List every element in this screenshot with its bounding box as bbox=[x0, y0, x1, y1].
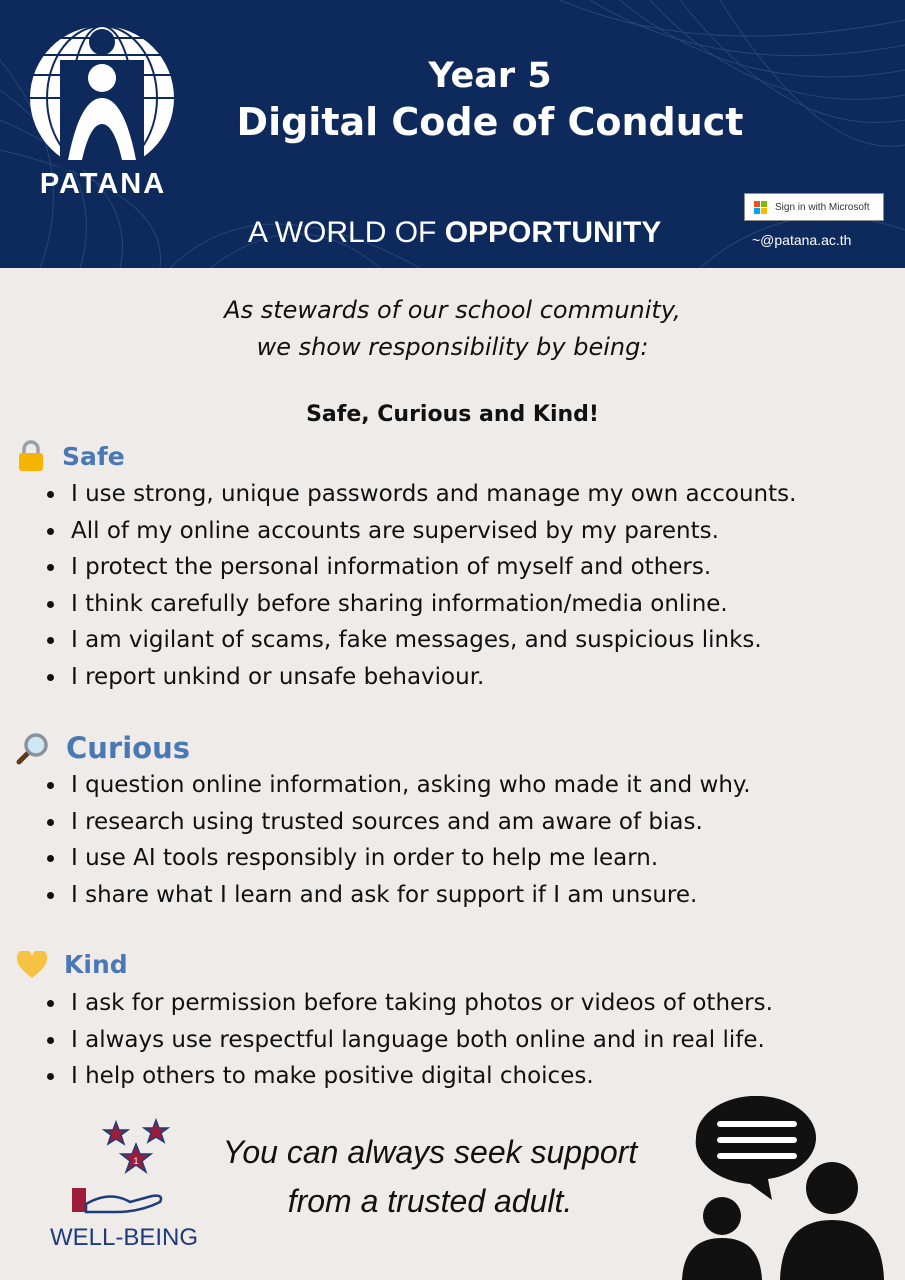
section-kind-header bbox=[16, 950, 128, 979]
support-message bbox=[190, 1128, 670, 1226]
tagline-prefix: A WORLD OF bbox=[248, 216, 445, 249]
section-title-safe: Safe bbox=[62, 441, 125, 471]
microsoft-logo-icon bbox=[754, 201, 767, 214]
kind-list bbox=[44, 985, 773, 1095]
list-item: I research using trusted sources and am aware of bias. bbox=[44, 804, 751, 841]
curious-list bbox=[44, 767, 751, 913]
support-line-1: You can always seek support bbox=[222, 1134, 638, 1170]
intro-line-2: we show responsibility by being: bbox=[256, 333, 649, 361]
support-line-2: from a trusted adult. bbox=[287, 1183, 573, 1219]
wellbeing-label: WELL-BEING bbox=[49, 1224, 199, 1251]
list-item: I use strong, unique passwords and manage my own accounts. bbox=[44, 476, 796, 513]
list-item: I help others to make positive digital choices. bbox=[44, 1058, 773, 1095]
intro-line-1: As stewards of our school community, bbox=[224, 296, 681, 324]
header-banner bbox=[0, 0, 905, 268]
logo-wordmark: PATANA bbox=[39, 168, 167, 200]
open-hand-icon bbox=[86, 1196, 161, 1212]
list-item: I use AI tools responsibly in order to help me learn. bbox=[44, 840, 751, 877]
wellbeing-cuff bbox=[72, 1188, 86, 1212]
lock-icon bbox=[16, 440, 46, 472]
list-item: I report unkind or unsafe behaviour. bbox=[44, 659, 796, 696]
list-item: I share what I learn and ask for support if I am unsure. bbox=[44, 877, 751, 914]
list-item: I ask for permission before taking photos or videos of others. bbox=[44, 985, 773, 1022]
star-icon bbox=[144, 1120, 168, 1142]
people-chat-icon bbox=[676, 1096, 896, 1280]
list-item: All of my online accounts are supervised by my parents. bbox=[44, 513, 796, 550]
list-item: I always use respectful language both online and in real life. bbox=[44, 1022, 773, 1059]
intro-text bbox=[0, 292, 905, 366]
email-domain: ~@patana.ac.th bbox=[752, 232, 852, 248]
list-item: I question online information, asking who made it and why. bbox=[44, 767, 751, 804]
section-safe-header bbox=[16, 440, 125, 472]
section-curious-header bbox=[16, 731, 190, 765]
safe-list bbox=[44, 476, 796, 695]
magnifier-icon bbox=[16, 731, 50, 765]
page-title-year: Year 5 bbox=[428, 56, 552, 96]
page-title: Digital Code of Conduct bbox=[236, 100, 744, 144]
star-icon bbox=[104, 1122, 128, 1144]
list-item: I am vigilant of scams, fake messages, and suspicious links. bbox=[44, 622, 796, 659]
star-text: 1 bbox=[133, 1156, 139, 1166]
list-item: I protect the personal information of myself and others. bbox=[44, 549, 796, 586]
section-title-kind: Kind bbox=[64, 950, 128, 979]
tagline bbox=[248, 216, 661, 250]
tagline-bold: OPPORTUNITY bbox=[444, 216, 662, 249]
list-item: I think carefully before sharing information/media online. bbox=[44, 586, 796, 623]
section-title-curious: Curious bbox=[66, 731, 191, 765]
sign-in-microsoft-button[interactable] bbox=[744, 193, 884, 221]
speech-bubble-icon bbox=[696, 1096, 816, 1200]
sign-in-label: Sign in with Microsoft bbox=[775, 201, 870, 213]
heart-icon bbox=[16, 951, 48, 979]
motto: Safe, Curious and Kind! bbox=[306, 402, 599, 427]
